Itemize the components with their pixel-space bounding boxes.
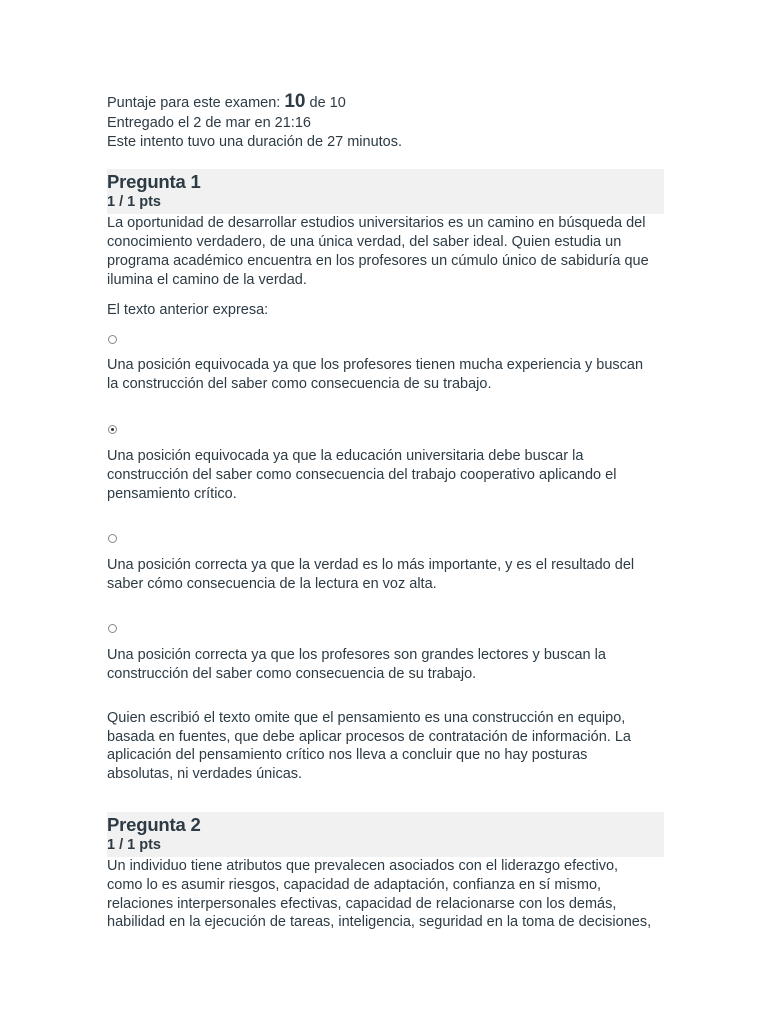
- question-1-points: 1 / 1 pts: [107, 194, 161, 210]
- option-d-radio[interactable]: [108, 624, 117, 633]
- score-value: 10: [284, 91, 306, 112]
- option-c-text: Una posición correcta ya que la verdad es lo más importante, y es el resultado del: [107, 557, 635, 573]
- option-a-radio[interactable]: [108, 335, 117, 344]
- option-a-text: Una posición equivocada ya que los profesores tienen mucha experiencia y buscan: [107, 357, 644, 373]
- question-2-text-line: Un individuo tiene atributos que prevalecen asociados con el liderazgo efectivo,: [107, 858, 619, 874]
- score-total: de 10: [309, 95, 346, 111]
- option-b-radio[interactable]: [108, 425, 117, 434]
- question-2-text-line: relaciones interpersonales efectivas, capacidad de relacionarse con los demás,: [107, 896, 617, 912]
- option-d-text: Una posición correcta ya que los profesores son grandes lectores y buscan la: [107, 647, 606, 663]
- option-b-text: Una posición equivocada ya que la educación universitaria debe buscar la: [107, 448, 584, 464]
- score-label: Puntaje para este examen:: [107, 95, 281, 111]
- question-2-text-line: como lo es asumir riesgos, capacidad de adaptación, confianza en sí mismo,: [107, 877, 602, 893]
- question-1-feedback: basada en fuentes, que debe aplicar procesos de contratación de información. La: [107, 729, 631, 745]
- option-b-text: construcción del saber como consecuencia del trabajo cooperativo aplicando el: [107, 467, 617, 483]
- question-1-prompt: El texto anterior expresa:: [107, 302, 269, 318]
- question-2-header: [107, 812, 664, 857]
- question-2-title: Pregunta 2: [107, 814, 201, 835]
- question-2-points: 1 / 1 pts: [107, 837, 161, 853]
- score-line: [107, 92, 346, 113]
- option-b-text: pensamiento crítico.: [107, 486, 237, 502]
- option-a-text: la construcción del saber como consecuencia de su trabajo.: [107, 376, 492, 392]
- question-2-text-line: habilidad en la ejecución de tareas, inteligencia, seguridad en la toma de decisiones,: [107, 914, 652, 930]
- option-c-text: saber cómo consecuencia de la lectura en voz alta.: [107, 576, 437, 592]
- question-1-text-line: programa académico encuentra en los profesores un cúmulo único de sabiduría que: [107, 253, 649, 269]
- option-d-text: construcción del saber como consecuencia de su trabajo.: [107, 666, 477, 682]
- question-1-text-line: La oportunidad de desarrollar estudios universitarios es un camino en búsqueda del: [107, 215, 646, 231]
- question-1-text-line: conocimiento verdadero, de una única verdad, del saber ideal. Quien estudia un: [107, 234, 622, 250]
- question-1-feedback: aplicación del pensamiento crítico nos lleva a concluir que no hay posturas: [107, 747, 588, 763]
- question-1-title: Pregunta 1: [107, 171, 201, 192]
- attempt-duration: Este intento tuvo una duración de 27 minutos.: [107, 134, 403, 150]
- question-1-feedback: absolutas, ni verdades únicas.: [107, 766, 303, 782]
- question-1-text-line: ilumina el camino de la verdad.: [107, 272, 307, 288]
- option-c-radio[interactable]: [108, 534, 117, 543]
- question-1-header: [107, 169, 664, 214]
- submitted-date: Entregado el 2 de mar en 21:16: [107, 115, 311, 131]
- question-1-feedback: Quien escribió el texto omite que el pensamiento es una construcción en equipo,: [107, 710, 626, 726]
